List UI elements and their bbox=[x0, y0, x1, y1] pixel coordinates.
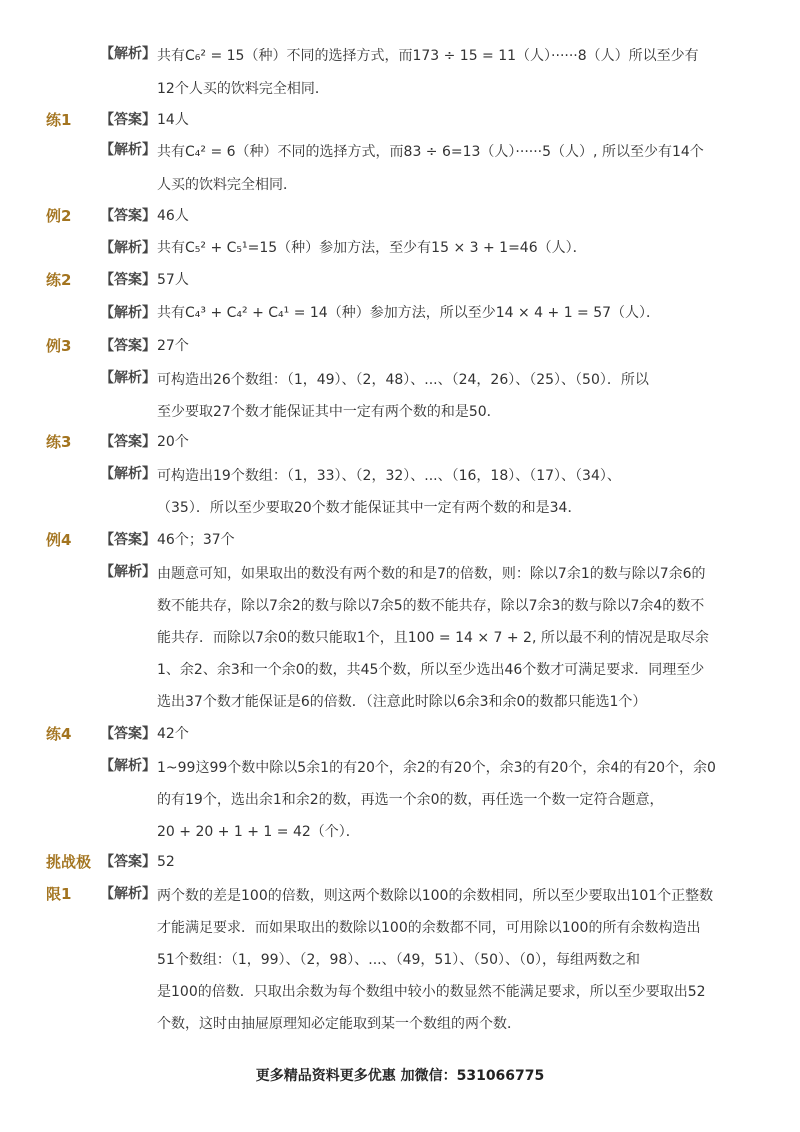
limit-label: 限1 bbox=[46, 885, 72, 903]
text-line: 1、余2、余3和一个余0的数，共45个数，所以至少选出46个数才可满足要求．同理至少 bbox=[157, 662, 705, 678]
text-line: 选出37个数才能保证是6的倍数．（注意此时除以6余3和余0的数都只能选1个） bbox=[157, 694, 647, 710]
analysis-tag: 【解析】 bbox=[100, 305, 156, 321]
answer-text: 46个；37个 bbox=[157, 532, 235, 548]
answer-text: 57人 bbox=[157, 272, 189, 288]
text-line: 共有C₄² = 6（种）不同的选择方式，而83 ÷ 6=13（人）······5（人）, 所以至少有14个 bbox=[157, 144, 704, 160]
analysis-tag: 【解析】 bbox=[100, 240, 156, 256]
exercise-label: 练3 bbox=[46, 433, 72, 451]
text-line: 才能满足要求．而如果取出的数除以100的余数都不同，可用除以100的所有余数构造出 bbox=[157, 920, 701, 936]
analysis-text bbox=[157, 40, 717, 106]
analysis-text: 共有C₄³ + C₄² + C₄¹ = 14（种）参加方法，所以至少14 × 4 + 1 = 57（人）． bbox=[157, 305, 661, 321]
answer-tag: 【答案】 bbox=[100, 208, 156, 224]
challenge-label: 挑战极 bbox=[46, 853, 92, 871]
analysis-text bbox=[157, 460, 717, 524]
answer-tag: 【答案】 bbox=[100, 532, 156, 548]
analysis-text bbox=[157, 558, 717, 718]
answer-tag: 【答案】 bbox=[100, 434, 156, 450]
answer-tag: 【答案】 bbox=[100, 272, 156, 288]
text-line: 1~99这99个数中除以5余1的有20个，余2的有20个，余3的有20个，余4的有20个，余0 bbox=[157, 760, 716, 776]
exercise-label: 练4 bbox=[46, 725, 72, 743]
analysis-text bbox=[157, 136, 717, 202]
analysis-text bbox=[157, 752, 717, 848]
answer-text: 20个 bbox=[157, 434, 189, 450]
example-label: 例4 bbox=[46, 531, 72, 549]
answer-text: 42个 bbox=[157, 726, 189, 742]
answer-tag: 【答案】 bbox=[100, 112, 156, 128]
analysis-tag: 【解析】 bbox=[100, 142, 156, 158]
text-line: 是100的倍数．只取出余数为每个数组中较小的数显然不能满足要求，所以至少要取出52 bbox=[157, 984, 706, 1000]
analysis-text: 共有C₅² + C₅¹=15（种）参加方法，至少有15 × 3 + 1=46（人）． bbox=[157, 240, 587, 256]
analysis-tag: 【解析】 bbox=[100, 758, 156, 774]
example-label: 例3 bbox=[46, 337, 72, 355]
text-line: 20 + 20 + 1 + 1 = 42（个）． bbox=[157, 824, 360, 840]
text-line: 的有19个，选出余1和余2的数，再选一个余0的数，再任选一个数一定符合题意， bbox=[157, 792, 664, 808]
answer-text: 46人 bbox=[157, 208, 189, 224]
answer-text: 27个 bbox=[157, 338, 189, 354]
answer-tag: 【答案】 bbox=[100, 726, 156, 742]
answer-tag: 【答案】 bbox=[100, 854, 156, 870]
text-line: 能共存．而除以7余0的数只能取1个，且100 = 14 × 7 + 2, 所以最不利的情况是取尽余 bbox=[157, 630, 709, 646]
text-line: 至少要取27个数才能保证其中一定有两个数的和是50． bbox=[157, 404, 501, 420]
example-label: 例2 bbox=[46, 207, 72, 225]
text-line: 可构造出19个数组：（1，33）、（2，32）、...、（16，18）、（17）、（34）、 bbox=[157, 468, 621, 484]
text-line: 共有C₆² = 15（种）不同的选择方式，而173 ÷ 15 = 11（人）······8（人）所以至少有 bbox=[157, 48, 699, 64]
answer-tag: 【答案】 bbox=[100, 338, 156, 354]
text-line: 人买的饮料完全相同． bbox=[157, 177, 297, 193]
text-line: 两个数的差是100的倍数，则这两个数除以100的余数相同，所以至少要取出101个正整数 bbox=[157, 888, 714, 904]
text-line: 数不能共存，除以7余2的数与除以7余5的数不能共存，除以7余3的数与除以7余4的数不 bbox=[157, 598, 705, 614]
analysis-tag: 【解析】 bbox=[100, 46, 156, 62]
exercise-label: 练1 bbox=[46, 111, 72, 129]
text-line: 个数，这时由抽屉原理知必定能取到某一个数组的两个数． bbox=[157, 1016, 521, 1032]
analysis-tag: 【解析】 bbox=[100, 466, 156, 482]
footer-promo: 更多精品资料更多优惠 加微信：531066775 bbox=[255, 1068, 545, 1084]
analysis-text bbox=[157, 364, 717, 428]
text-line: 12个人买的饮料完全相同． bbox=[157, 81, 329, 97]
text-line: 可构造出26个数组：（1，49）、（2，48）、...、（24，26）、（25）、（50）．所以 bbox=[157, 372, 649, 388]
text-line: 51个数组：（1，99）、（2，98）、...、（49，51）、（50）、（0），每组两数之和 bbox=[157, 952, 640, 968]
exercise-label: 练2 bbox=[46, 271, 72, 289]
analysis-tag: 【解析】 bbox=[100, 564, 156, 580]
answer-text: 14人 bbox=[157, 112, 189, 128]
text-line: （35）．所以至少要取20个数才能保证其中一定有两个数的和是34． bbox=[157, 500, 582, 516]
analysis-text bbox=[157, 880, 717, 1040]
answer-text: 52 bbox=[157, 854, 175, 870]
analysis-tag: 【解析】 bbox=[100, 370, 156, 386]
analysis-tag: 【解析】 bbox=[100, 886, 156, 902]
text-line: 由题意可知，如果取出的数没有两个数的和是7的倍数，则：除以7余1的数与除以7余6的 bbox=[157, 566, 706, 582]
